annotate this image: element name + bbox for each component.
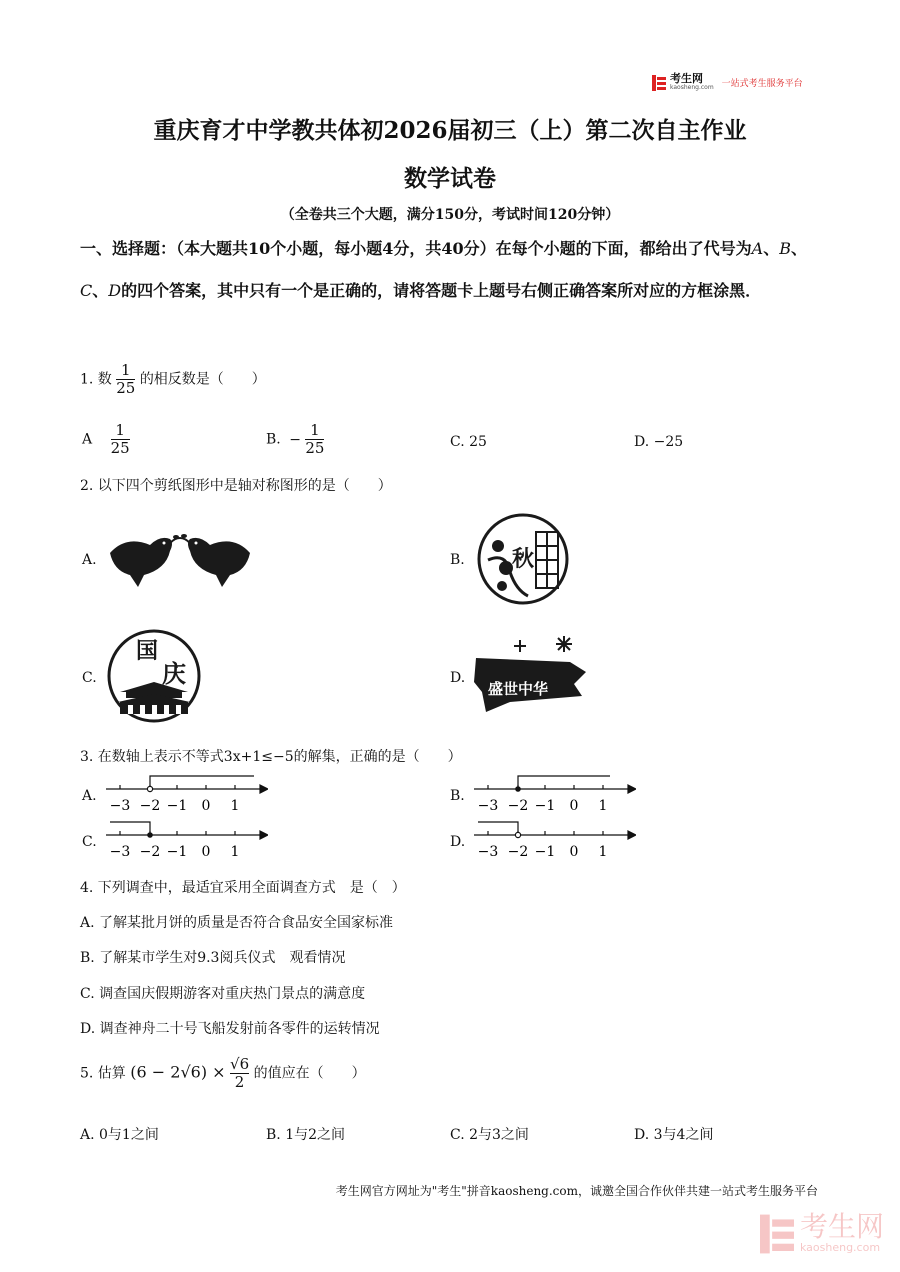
tick-label: 0 — [569, 844, 579, 860]
q1-option-a-fraction — [111, 422, 130, 457]
option-label: B. — [266, 431, 281, 448]
q3-option-b-numberline[interactable] — [472, 772, 636, 820]
tick-label: −2 — [139, 844, 161, 860]
q3-option-a-numberline[interactable] — [104, 772, 268, 820]
tick-label: −3 — [477, 798, 499, 814]
q1-option-c[interactable]: C. 25 — [450, 434, 487, 450]
tick-label: −2 — [507, 798, 529, 814]
q4-option-b[interactable]: B. 了解某市学生对9.3阅兵仪式 观看情况 — [80, 950, 346, 966]
frac-den: 25 — [110, 439, 130, 457]
option-code-c: C — [80, 281, 93, 300]
q5-stem-pre: 5. 估算 — [80, 1065, 126, 1082]
option-code-a: A — [751, 239, 764, 258]
tick-label: −1 — [534, 798, 556, 814]
sep: 、 — [763, 239, 780, 258]
q1-stem-post: 的相反数是（ ） — [139, 371, 266, 388]
q3-label-b: B. — [450, 788, 465, 804]
q3-label-c: C. — [82, 834, 97, 850]
number-axis — [106, 785, 268, 793]
logo-sub: kaosheng.com — [670, 84, 714, 91]
frac-num: √6 — [230, 1055, 250, 1073]
tick-label: −2 — [507, 844, 529, 860]
frac-num: 1 — [115, 421, 125, 439]
q3-option-c-numberline[interactable] — [104, 818, 268, 866]
option-code-d: D — [108, 281, 122, 300]
minus-sign: − — [289, 431, 301, 448]
logo-icon — [652, 75, 666, 91]
q2-d-text: 盛世中华 — [488, 680, 549, 698]
fireworks-icon — [514, 636, 572, 652]
q5-option-b[interactable]: B. 1与2之间 — [266, 1127, 346, 1143]
open-point — [515, 832, 520, 837]
q5-fraction — [230, 1056, 249, 1091]
q5-option-a[interactable]: A. 0与1之间 — [80, 1127, 159, 1143]
q2-label-d: D. — [450, 670, 466, 686]
q3-option-d-numberline[interactable] — [472, 818, 636, 866]
q5-expression: (6 − 2√6) × — [130, 1062, 226, 1082]
tick-label: −1 — [534, 844, 556, 860]
frac-den: 2 — [234, 1073, 245, 1091]
olive-branch-icon — [170, 534, 190, 543]
tick-label: 1 — [230, 798, 240, 814]
q3-label-a: A. — [82, 788, 97, 804]
watermark-sub: kaosheng.com — [799, 1241, 881, 1254]
number-axis — [474, 785, 636, 793]
question-3-stem: 3. 在数轴上表示不等式3x+1≤−5的解集，正确的是（ ） — [80, 749, 462, 765]
q4-option-d[interactable]: D. 调查神舟二十号飞船发射前各零件的运转情况 — [80, 1021, 380, 1037]
tick-label: 1 — [230, 844, 240, 860]
q1-fraction — [116, 362, 135, 397]
number-axis — [474, 831, 636, 839]
question-5-stem — [80, 1056, 366, 1091]
q1-frac-den: 25 — [116, 379, 136, 397]
site-logo — [652, 74, 803, 91]
solution-ray — [478, 822, 518, 835]
exam-info: （全卷共三个大题，满分150分，考试时间120分钟） — [280, 207, 620, 223]
q4-option-a[interactable]: A. 了解某批月饼的质量是否符合食品安全国家标准 — [80, 915, 394, 931]
tick-label: −3 — [109, 844, 131, 860]
q2-c-char-1: 国 — [136, 639, 159, 664]
open-point — [147, 786, 152, 791]
tick-label: −1 — [166, 798, 188, 814]
sep: 、 — [791, 239, 808, 258]
q5-option-d[interactable]: D. 3与4之间 — [634, 1127, 714, 1143]
tick-label: 1 — [598, 798, 608, 814]
closed-point — [147, 832, 153, 838]
dove-icon — [188, 538, 250, 587]
dove-icon — [110, 538, 172, 587]
exam-title: 重庆育才中学教共体初2026届初三（上）第二次自主作业 — [153, 117, 747, 144]
solution-ray — [110, 822, 150, 835]
q2-label-c: C. — [82, 670, 97, 686]
tick-label: 1 — [598, 844, 608, 860]
q1-option-d[interactable]: D. −25 — [634, 434, 684, 450]
tick-label: 0 — [569, 798, 579, 814]
solution-ray — [518, 776, 610, 789]
q2-b-char: 秋 — [512, 547, 535, 572]
tick-label: 0 — [201, 844, 211, 860]
sep: 、 — [92, 281, 109, 300]
solution-ray — [150, 776, 254, 789]
section-intro: 一、选择题：（本大题共10个小题，每小题4分，共40分）在每个小题的下面，都给出了代号为 — [80, 239, 752, 258]
q1-option-a[interactable] — [82, 422, 130, 457]
number-axis — [106, 831, 268, 839]
frac-den: 25 — [305, 439, 325, 457]
exam-subject: 数学试卷 — [404, 165, 496, 192]
option-code-b: B — [779, 239, 792, 258]
logo-text — [670, 74, 714, 91]
watermark-text — [799, 1210, 884, 1254]
tick-label: −1 — [166, 844, 188, 860]
q2-option-b-image[interactable] — [476, 512, 570, 606]
logo-slogan: 一站式考生服务平台 — [721, 79, 803, 89]
q4-option-c[interactable]: C. 调查国庆假期游客对重庆热门景点的满意度 — [80, 986, 366, 1002]
q5-option-c[interactable]: C. 2与3之间 — [450, 1127, 529, 1143]
option-label: A — [82, 431, 93, 448]
watermark-logo-icon — [760, 1214, 794, 1254]
q2-label-a: A. — [82, 552, 97, 568]
frac-num: 1 — [310, 421, 320, 439]
q1-option-b[interactable] — [266, 422, 324, 457]
tick-label: 0 — [201, 798, 211, 814]
q2-label-b: B. — [450, 552, 465, 568]
watermark — [760, 1210, 884, 1254]
closed-point — [515, 786, 521, 792]
q1-stem-pre: 1. 数 — [80, 371, 112, 388]
question-1-stem — [80, 362, 266, 397]
tick-label: −3 — [109, 798, 131, 814]
q2-option-c-image[interactable] — [106, 628, 202, 724]
q2-option-a-image[interactable] — [104, 525, 256, 595]
watermark-name: 考生网 — [799, 1210, 884, 1243]
tick-label: −3 — [477, 844, 499, 860]
footer-text: 考生网官方网址为"考生"拼音kaosheng.com，诚邀全国合作伙伴共建一站式考生服务平台 — [335, 1184, 818, 1198]
q1-frac-num: 1 — [121, 361, 131, 379]
q3-label-d: D. — [450, 834, 466, 850]
q2-option-d-image[interactable] — [470, 632, 590, 722]
q1-option-b-fraction — [305, 422, 324, 457]
section-instructions — [80, 228, 820, 312]
section-rest: 的四个答案，其中只有一个是正确的，请将答题卡上题号右侧正确答案所对应的方框涂黑． — [121, 281, 762, 300]
question-4-stem: 4. 下列调查中，最适宜采用全面调查方式 是（ ） — [80, 880, 406, 896]
question-2-stem: 2. 以下四个剪纸图形中是轴对称图形的是（ ） — [80, 478, 392, 494]
logo-name: 考生网 — [670, 72, 703, 85]
q5-stem-post: 的值应在（ ） — [253, 1065, 366, 1082]
q2-c-char-2: 庆 — [162, 660, 186, 688]
tick-label: −2 — [139, 798, 161, 814]
